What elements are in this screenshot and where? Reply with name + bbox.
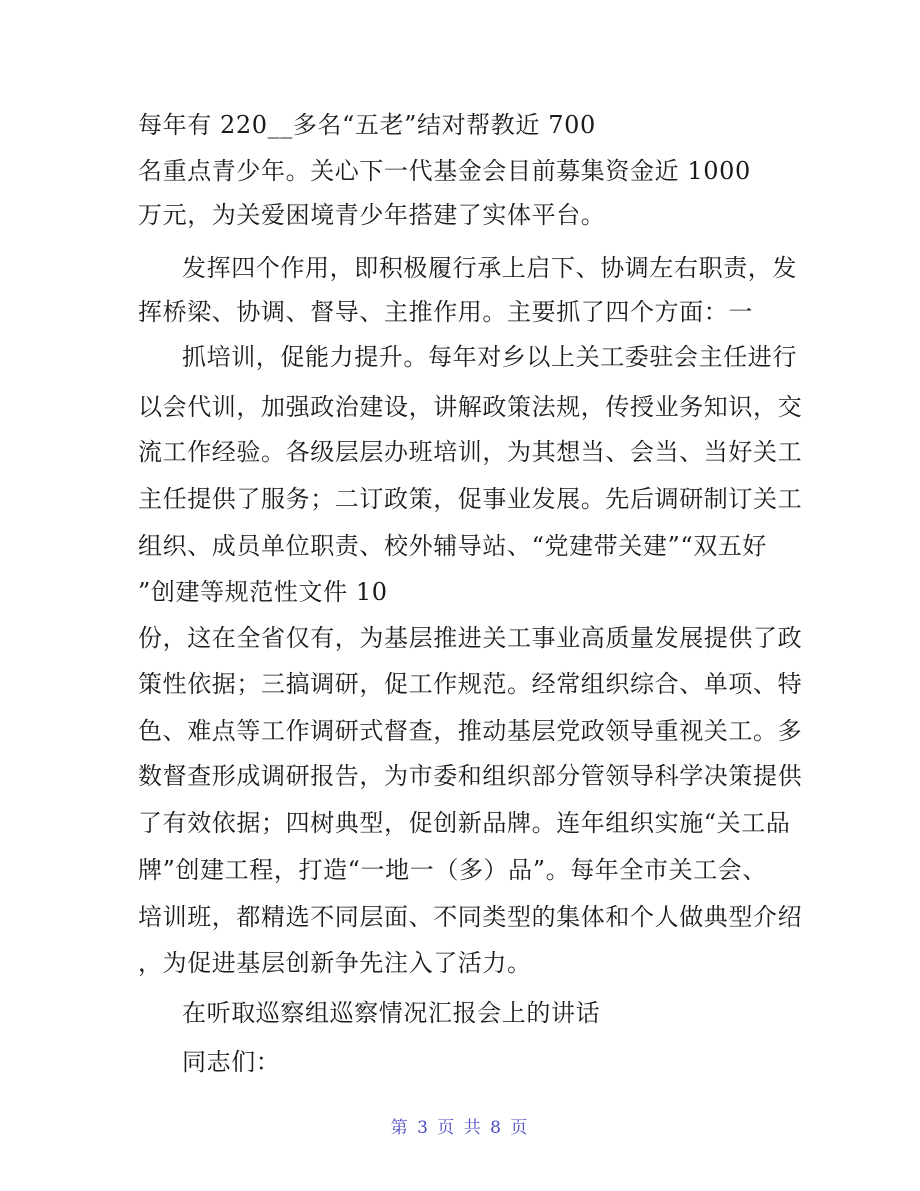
text-line: 主任提供了服务；二订政策，促事业发展。先后调研制订关工 [138,485,803,513]
text-line: 名重点青少年。关心下一代基金会目前募集资金近 1000 [138,157,751,185]
text-line: 牌”创建工程，打造“一地一（多）品”。每年全市关工会、 [138,856,768,884]
text-line: 数督查形成调研报告，为市委和组织部分管领导科学决策提供 [138,762,803,790]
section-heading: 在听取巡察组巡察情况汇报会上的讲话 [182,999,601,1027]
text-line: 抓培训，促能力提升。每年对乡以上关工委驻会主任进行 [182,343,797,371]
text-line: 以会代训，加强政治建设，讲解政策法规，传授业务知识，交 [138,393,803,421]
text-line: 份，这在全省仅有，为基层推进关工事业高质量发展提供了政 [138,624,803,652]
text-line: 策性依据；三搞调研，促工作规范。经常组织综合、单项、特 [138,670,803,698]
page-number: 第 3 页 共 8 页 [390,1118,530,1138]
salutation: 同志们： [182,1048,281,1076]
text-line: 发挥四个作用，即积极履行承上启下、协调左右职责，发 [182,254,797,282]
text-line: ”创建等规范性文件 10 [138,578,388,606]
text-line: 挥桥梁、协调、督导、主推作用。主要抓了四个方面：一 [138,298,753,326]
text-line: 培训班，都精选不同层面、不同类型的集体和个人做典型介绍 [138,903,803,931]
text-line: 万元，为关爱困境青少年搭建了实体平台。 [138,201,606,229]
text-line: ，为促进基层创新争先注入了活力。 [138,949,532,977]
text-line: 色、难点等工作调研式督查，推动基层党政领导重视关工。多 [138,717,803,745]
text-line: 组织、成员单位职责、校外辅导站、“党建带关建”“双五好 [138,532,768,560]
text-line: 流工作经验。各级层层办班培训，为其想当、会当、当好关工 [138,438,803,466]
text-line: 了有效依据；四树典型，促创新品牌。连年组织实施“关工品 [138,809,791,837]
text-line: 每年有 220__多名“五老”结对帮教近 700 [138,111,596,139]
